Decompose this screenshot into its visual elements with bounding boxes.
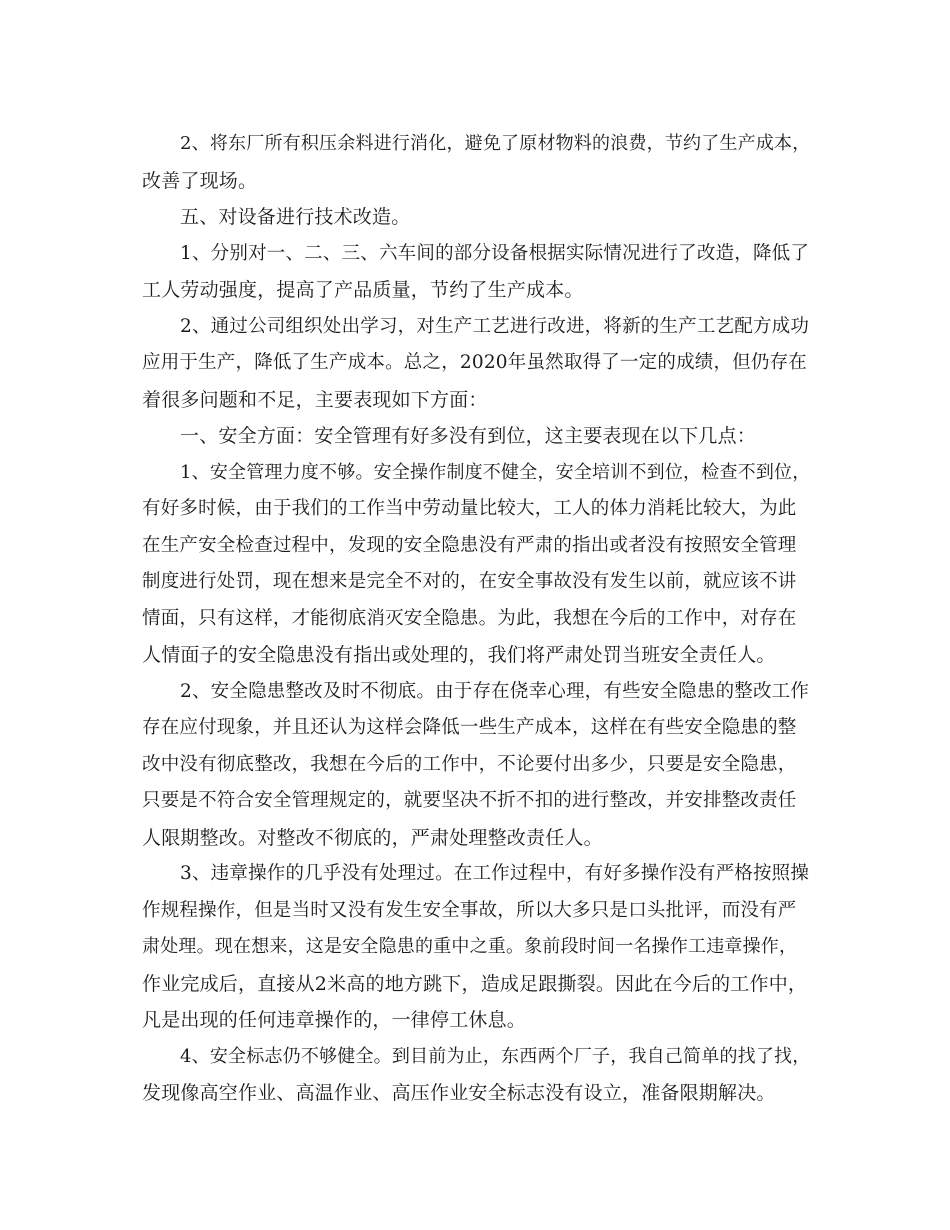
paragraph-line: 有好多时候，由于我们的工作当中劳动量比较大，工人的体力消耗比较大，为此 — [142, 498, 797, 519]
paragraph-first-line: 2、安全隐患整改及时不彻底。由于存在侥幸心理，有些安全隐患的整改工作 — [180, 681, 810, 702]
paragraph-line: 存在应付现象，并且还认为这样会降低一些生产成本，这样在有些安全隐患的整 — [142, 717, 797, 738]
paragraph-line: 工人劳动强度，提高了产品质量，节约了生产成本。 — [142, 279, 584, 301]
paragraph-line: 作规程操作，但是当时又没有发生安全事故，所以大多只是口头批评，而没有严 — [142, 900, 797, 921]
paragraph-line: 情面，只有这样，才能彻底消灭安全隐患。为此，我想在今后的工作中，对存在 — [142, 608, 797, 629]
paragraph-line: 应用于生产，降低了生产成本。总之，2020年虽然取得了一定的成绩，但仍存在 — [142, 352, 807, 373]
paragraph-first-line: 4、安全标志仍不够健全。到目前为止，东西两个厂子，我自己简单的找了找， — [180, 1046, 811, 1067]
paragraph-line: 作业完成后，直接从2米高的地方跳下，造成足跟撕裂。因此在今后的工作中， — [142, 973, 808, 995]
paragraph-first-line: 一、安全方面：安全管理有好多没有到位，这主要表现在以下几点： — [180, 425, 757, 447]
paragraph-line: 改中没有彻底整改，我想在今后的工作中，不论要付出多少，只要是安全隐患， — [142, 754, 797, 775]
paragraph-line: 制度进行处罚，现在想来是完全不对的，在安全事故没有发生以前，就应该不讲 — [142, 571, 797, 592]
paragraph-line: 人情面子的安全隐患没有指出或处理的，我们将严肃处罚当班安全责任人。 — [142, 644, 776, 666]
paragraph-line: 只要是不符合安全管理规定的，就要坚决不折不扣的进行整改，并安排整改责任 — [142, 790, 797, 811]
paragraph-first-line: 五、对设备进行技术改造。 — [180, 206, 411, 228]
paragraph-line: 肃处理。现在想来，这是安全隐患的重中之重。象前段时间一名操作工违章操作， — [142, 936, 798, 957]
paragraph-line: 人限期整改。对整改不彻底的，严肃处理整改责任人。 — [142, 827, 603, 849]
paragraph-first-line: 1、分别对一、二、三、六车间的部分设备根据实际情况进行了改造，降低了 — [180, 243, 810, 264]
paragraph-first-line: 2、通过公司组织处出学习，对生产工艺进行改进，将新的生产工艺配方成功 — [180, 316, 810, 337]
paragraph-line: 凡是出现的任何违章操作的，一律停工休息。 — [142, 1009, 527, 1031]
paragraph-line: 在生产安全检查过程中，发现的安全隐患没有严肃的指出或者没有按照安全管理 — [142, 535, 797, 556]
paragraph-line: 改善了现场。 — [142, 170, 258, 192]
paragraph-line: 着很多问题和不足，主要表现如下方面： — [142, 389, 488, 411]
paragraph-first-line: 3、违章操作的几乎没有处理过。在工作过程中，有好多操作没有严格按照操 — [180, 863, 810, 884]
paragraph-first-line: 1、安全管理力度不够。安全操作制度不健全，安全培训不到位，检查不到位， — [180, 462, 811, 483]
paragraph-line: 发现像高空作业、高温作业、高压作业安全标志没有设立，准备限期解决。 — [142, 1082, 776, 1104]
paragraph-first-line: 2、将东厂所有积压余料进行消化，避免了原材物料的浪费，节约了生产成本， — [180, 133, 811, 154]
